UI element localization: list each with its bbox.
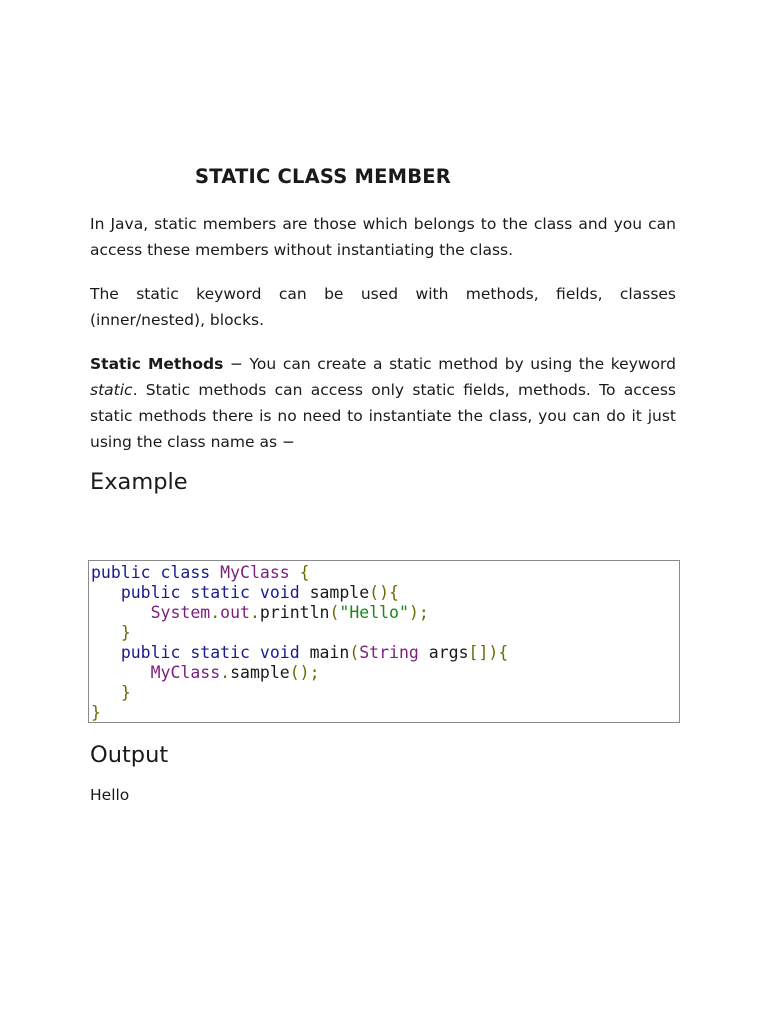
code-method-name: main: [309, 643, 350, 662]
static-methods-text-1: − You can create a static method by using the keyword: [223, 355, 676, 373]
code-line-2: [91, 583, 399, 602]
code-line-1: [91, 563, 310, 582]
code-line-3: [91, 603, 429, 622]
example-heading: Example: [90, 469, 188, 495]
code-arg-name: args: [428, 643, 469, 662]
static-methods-term: Static Methods: [90, 355, 224, 373]
output-heading: Output: [90, 742, 169, 768]
code-line-7: [91, 683, 131, 702]
code-brace: }: [120, 683, 131, 702]
code-punctuation: (){: [369, 583, 399, 602]
code-listing: [91, 563, 679, 723]
code-brace: }: [91, 703, 101, 722]
code-punctuation: (: [329, 603, 340, 622]
static-methods-text-2: . Static methods can access only static fields, methods. To access static methods there is no need to instantiate the class, you can do it just using the class name as −: [90, 381, 676, 451]
intro-paragraph: In Java, static members are those which belongs to the class and you can access these members without instantiating the class.: [90, 215, 676, 259]
code-punctuation: );: [408, 603, 429, 622]
static-methods-paragraph: [90, 351, 676, 455]
code-punctuation: .: [249, 603, 260, 622]
code-method-name: println: [259, 603, 330, 622]
code-method-name: sample: [309, 583, 370, 602]
code-class-name: MyClass: [150, 663, 221, 682]
code-punctuation: []){: [468, 643, 509, 662]
code-line-4: [91, 623, 131, 642]
page-title: STATIC CLASS MEMBER: [195, 165, 452, 188]
code-class-name: System: [150, 603, 211, 622]
code-keyword: public static void: [120, 583, 300, 602]
static-keyword-italic: static: [90, 381, 133, 399]
code-method-name: sample: [230, 663, 290, 682]
code-block: [88, 560, 680, 723]
code-brace: }: [120, 623, 131, 642]
code-string: "Hello": [339, 603, 409, 622]
static-keyword-paragraph: The static keyword can be used with methods, fields, classes (inner/nested), blocks.: [90, 285, 676, 329]
code-line-6: [91, 663, 320, 682]
code-class-name: MyClass: [220, 563, 290, 582]
output-text: Hello: [90, 786, 130, 804]
code-brace: {: [299, 563, 310, 582]
code-field-name: out: [220, 603, 250, 622]
code-punctuation: .: [220, 663, 231, 682]
code-line-5: [91, 643, 508, 662]
code-keyword: public class: [91, 563, 211, 582]
code-punctuation: (: [349, 643, 360, 662]
code-type-name: String: [359, 643, 419, 662]
code-punctuation: ();: [289, 663, 320, 682]
code-punctuation: .: [210, 603, 221, 622]
code-keyword: public static void: [120, 643, 300, 662]
code-line-8: [91, 703, 101, 722]
